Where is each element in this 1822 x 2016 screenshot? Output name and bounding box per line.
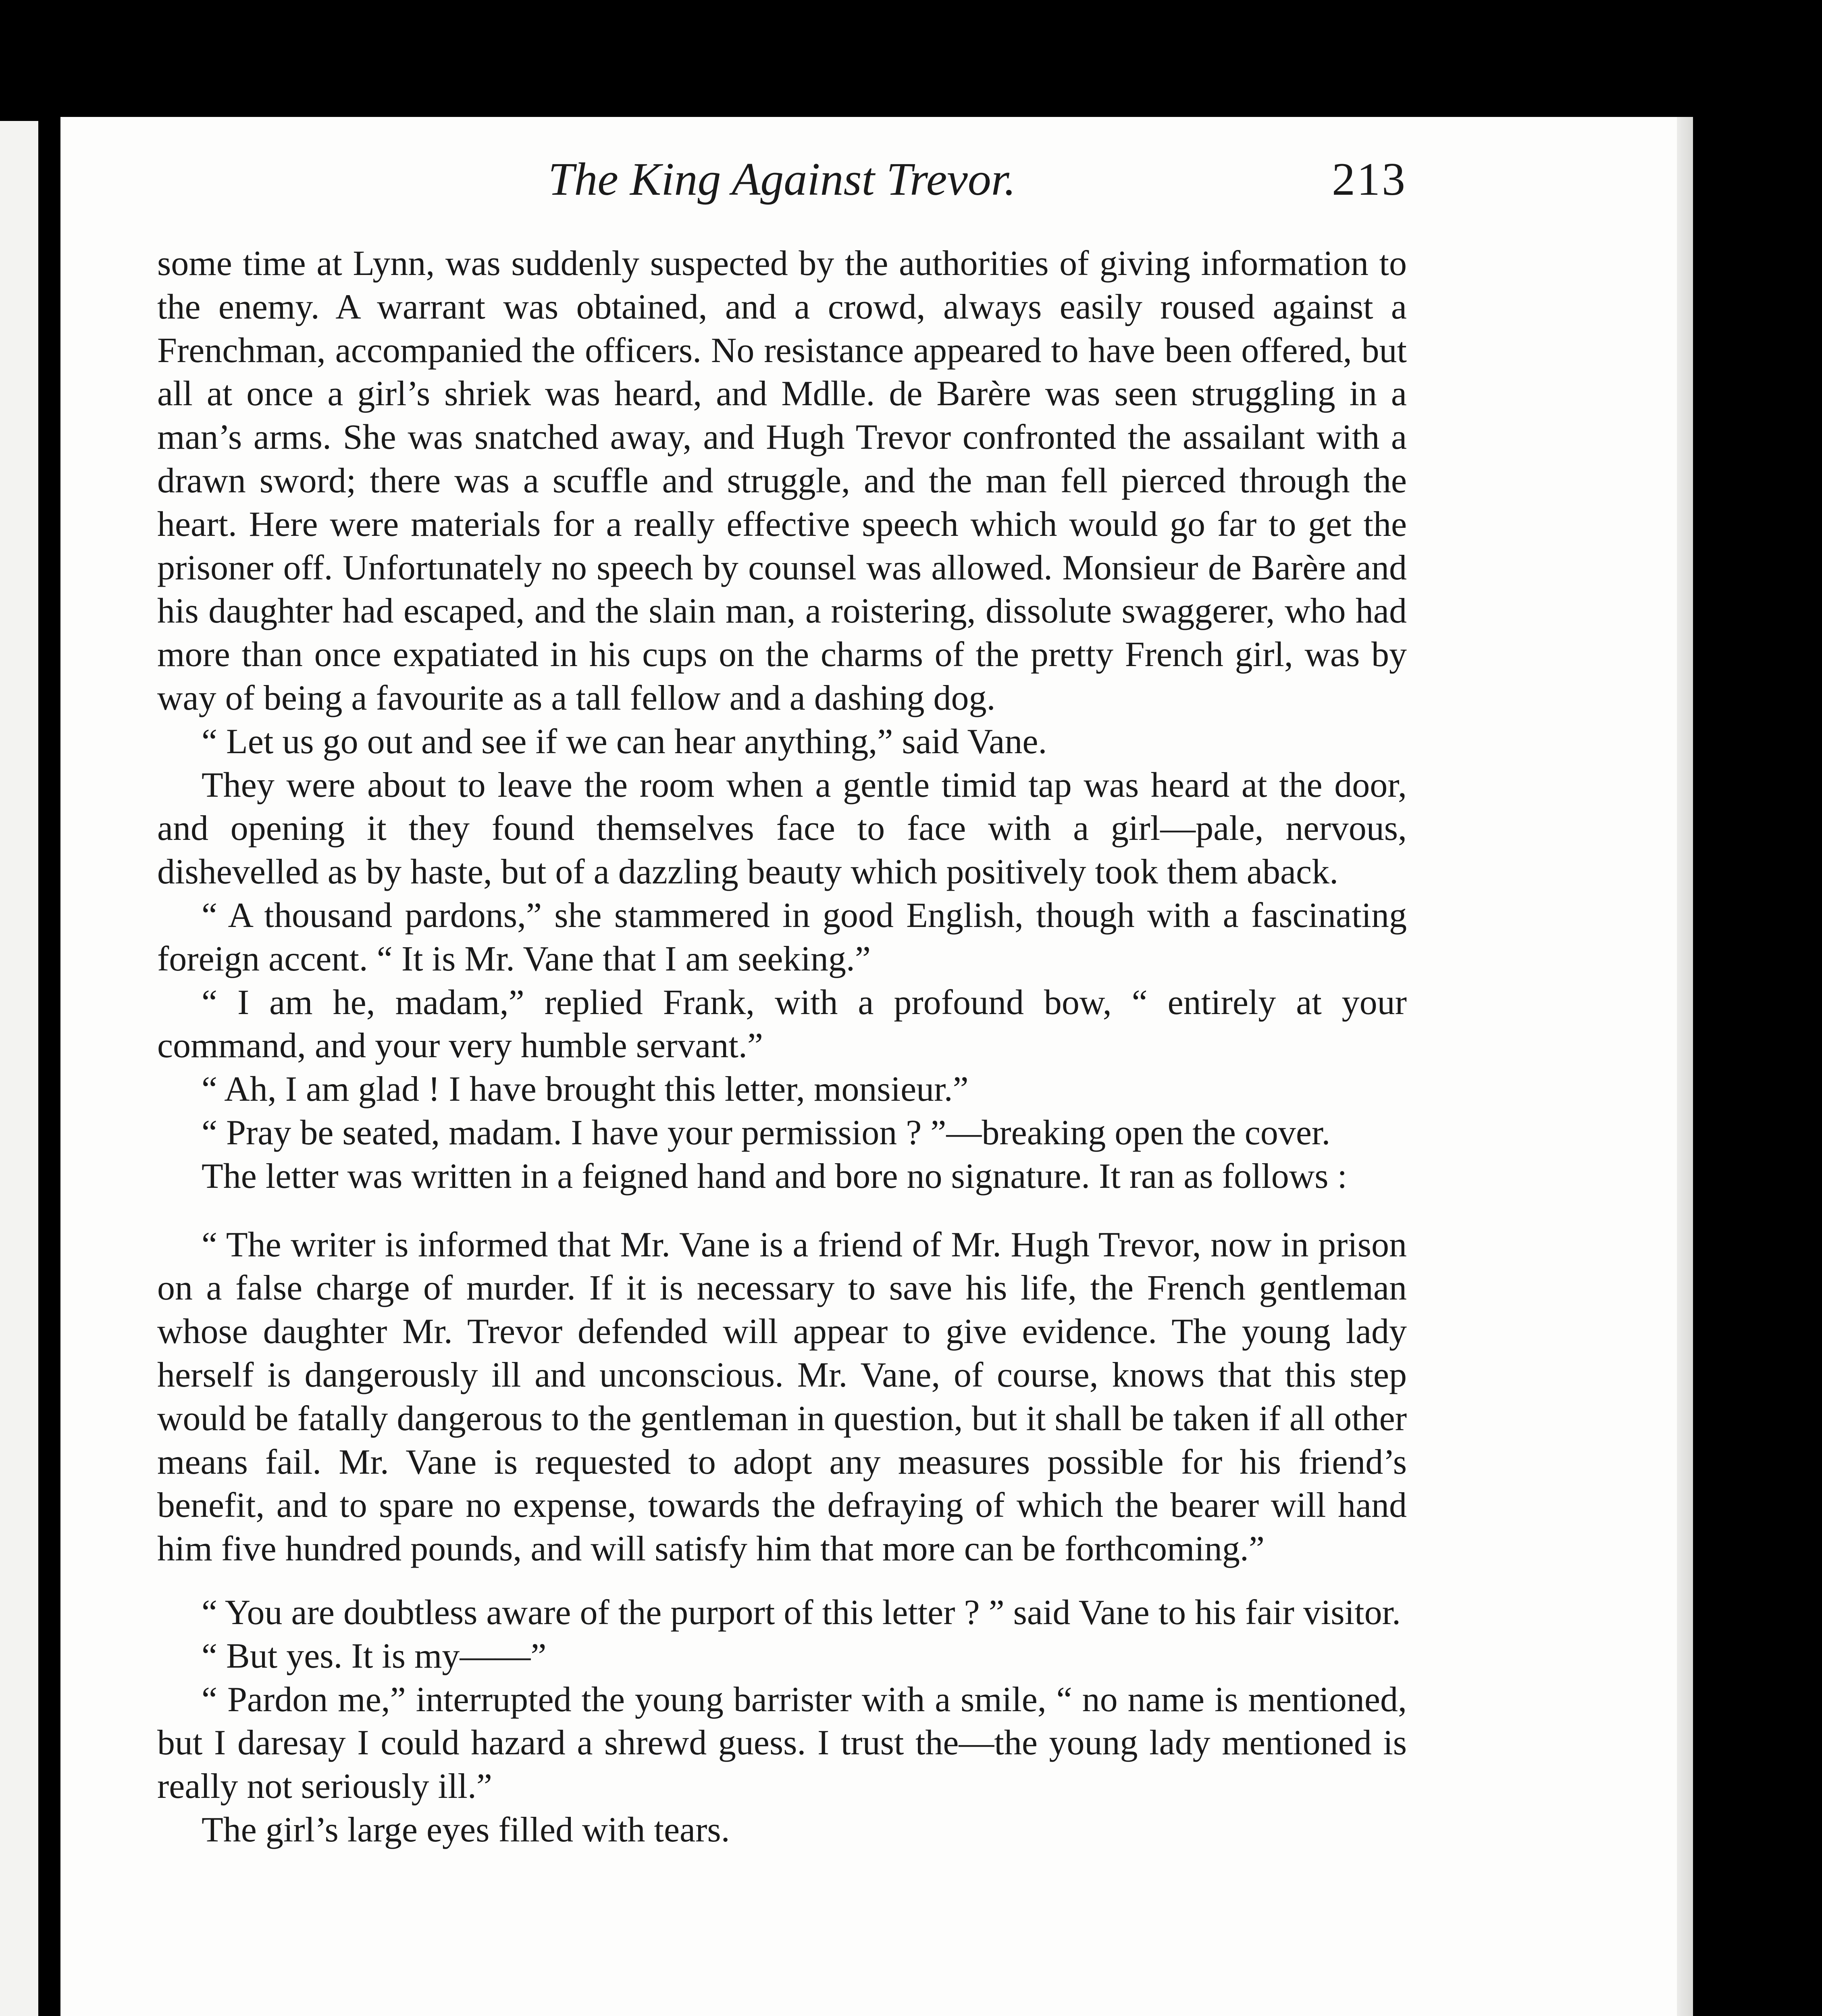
- paragraph: The letter was written in a feigned hand and bore no signature. It ran as follows :: [202, 1156, 1347, 1196]
- body-text: [157, 242, 1407, 1852]
- page-number: 213: [1332, 154, 1407, 205]
- paragraph: “ I am he, madam,” replied Frank, with a profound bow, “ entirely at your command, and your very humble servant.”: [157, 983, 1407, 1066]
- spacer: [157, 1571, 1407, 1591]
- running-head: [157, 149, 1407, 222]
- paragraph-continued: some time at Lynn, was suddenly suspected by the authorities of giving information to the enemy. A warrant was obtained, and a crowd, always easily roused against a Frenchman, accompanied the officers. No resistance appeared to have been offered, but all at once a girl’s shriek was heard, and Mdlle. de Barère was seen struggling in a man’s arms. She was snatched away, and Hugh Trevor confronted the assailant with a drawn sword; there was a scuffle and struggle, and the man fell pierced through the heart. Here were materials for a really effective speech which would go far to get the prisoner off. Unfortunately no speech by counsel was allowed. Monsieur de Barère and his daughter had escaped, and the slain man, a roistering, dissolute swaggerer, who had more than once expatiated in his cups on the charms of the pretty French girl, was by way of being a favourite as a tall fellow and a dashing dog.: [157, 244, 1407, 718]
- paragraph: “ You are doubtless aware of the purport of this letter ? ” said Vane to his fair visitor.: [202, 1593, 1401, 1632]
- quoted-letter: “ The writer is informed that Mr. Vane is a friend of Mr. Hugh Trevor, now in prison on a false charge of murder. If it is necessary to save his life, the French gentleman whose daughter Mr. Trevor defended will appear to give evidence. The young lady herself is dangerously ill and unconscious. Mr. Vane, of course, knows that this step would be fatally dangerous to the gentleman in question, but it shall be taken if all other means fail. Mr. Vane is requested to adopt any measures possible for his friend’s benefit, and to spare no expense, towards the defraying of which the bearer will hand him five hundred pounds, and will satisfy him that more can be forthcoming.”: [157, 1225, 1407, 1569]
- paragraph: “ Ah, I am glad ! I have brought this letter, monsieur.”: [202, 1070, 969, 1109]
- page-edge-shadow: [1677, 117, 1693, 2016]
- paragraph: The girl’s large eyes filled with tears.: [202, 1810, 730, 1849]
- paragraph: “ Let us go out and see if we can hear anything,” said Vane.: [202, 722, 1047, 761]
- paragraph: “ Pray be seated, madam. I have your permission ? ”—breaking open the cover.: [202, 1113, 1331, 1152]
- paragraph: “ But yes. It is my——”: [202, 1636, 547, 1676]
- paragraph: “ Pardon me,” interrupted the young barrister with a smile, “ no name is mentioned, but I daresay I could hazard a shrewd guess. I trust the—the young lady mentioned is really not seriously ill.”: [157, 1680, 1407, 1806]
- running-title: The King Against Trevor.: [548, 154, 1016, 205]
- paragraph: They were about to leave the room when a gentle timid tap was heard at the door, and opening it they found themselves face to face with a girl—pale, nervous, dishevelled as by haste, but of a dazzling beauty which positively took them aback.: [157, 765, 1407, 892]
- paragraph: “ A thousand pardons,” she stammered in good English, though with a fascinating foreign accent. “ It is Mr. Vane that I am seeking.”: [157, 896, 1407, 979]
- spacer: [157, 1198, 1407, 1223]
- facing-page-edge: [0, 121, 38, 2016]
